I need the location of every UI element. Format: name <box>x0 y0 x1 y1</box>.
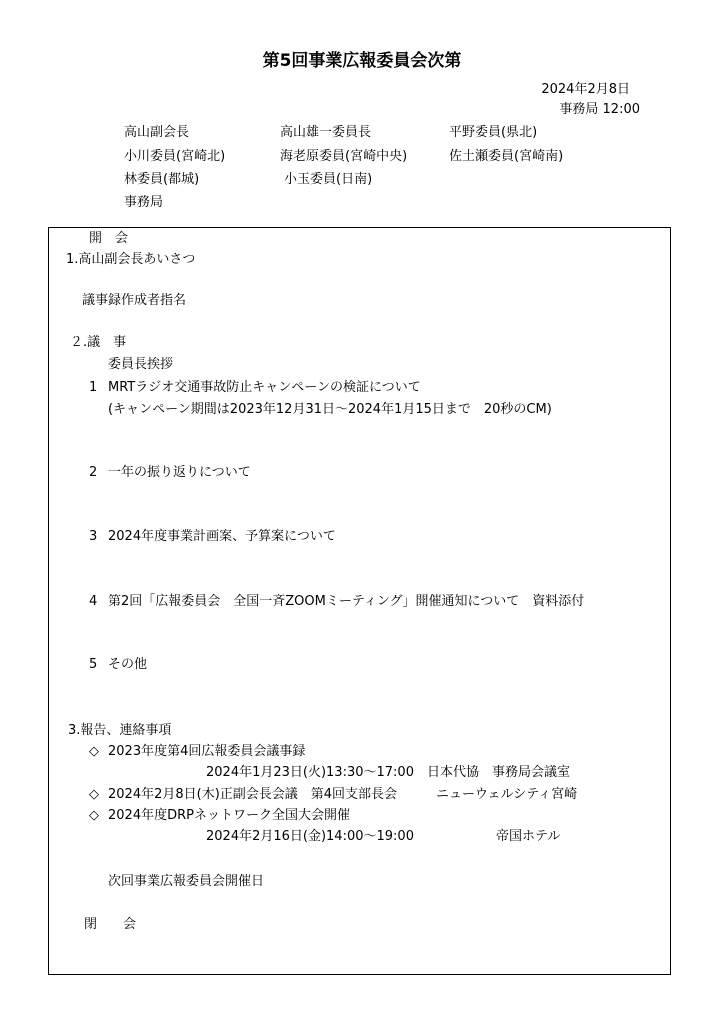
agenda-item-2: ２.議 事 <box>70 335 127 350</box>
attendee: 高山雄一委員長 <box>280 125 372 140</box>
topic-text: 2024年度事業計画案、予算案について <box>108 529 336 544</box>
topic-text: 一年の振り返りについて <box>108 465 251 480</box>
report-detail: 2024年2月16日(金)14:00～19:00 <box>206 829 414 844</box>
next-meeting: 次回事業広報委員会開催日 <box>108 874 265 889</box>
report-text: 2023年度第4回広報委員会議事録 <box>108 744 306 759</box>
attendee: 林委員(都城) <box>124 172 200 187</box>
topic-text: MRTラジオ交通事故防止キャンペーンの検証について <box>108 380 421 395</box>
document-date: 2024年2月8日 <box>541 82 630 97</box>
attendee: 平野委員(県北) <box>449 125 538 140</box>
topic-number: 4 <box>89 594 98 609</box>
attendee: 小川委員(宮崎北) <box>124 149 226 164</box>
topic-text: その他 <box>108 657 148 672</box>
office-time: 事務局 12:00 <box>559 102 640 117</box>
report-text: 2024年度DRPネットワーク全国大会開催 <box>108 808 350 823</box>
topic-number: 3 <box>89 529 98 544</box>
attendee: 海老原委員(宮崎中央) <box>280 149 408 164</box>
chair-greeting: 委員長挨拶 <box>108 357 174 372</box>
report-bullet: ◇ <box>89 744 99 759</box>
topic-number: 1 <box>89 380 98 395</box>
minutes-writer: 議事録作成者指名 <box>82 293 187 308</box>
page-title: 第5回事業広報委員会次第 <box>262 51 462 71</box>
attendee: 佐土瀬委員(宮崎南) <box>449 149 564 164</box>
agenda-open: 開 会 <box>89 231 129 246</box>
attendee: 事務局 <box>124 195 164 210</box>
report-venue: 帝国ホテル <box>496 829 561 844</box>
topic-note: (キャンペーン期間は2023年12月31日～2024年1月15日まで 20秒のCM) <box>108 402 552 417</box>
report-bullet: ◇ <box>89 787 99 802</box>
report-bullet: ◇ <box>89 808 99 823</box>
agenda-item-1: 1.高山副会長あいさつ <box>66 252 196 267</box>
attendee: 小玉委員(日南) <box>284 172 373 187</box>
topic-text: 第2回「広報委員会 全国一斉ZOOMミーティング」開催通知について 資料添付 <box>108 594 585 609</box>
topic-number: 5 <box>89 657 98 672</box>
topic-number: 2 <box>89 465 98 480</box>
report-text: 2024年2月8日(木)正副会長会議 第4回支部長会 ニューウェルシティ宮崎 <box>108 787 578 802</box>
agenda-close: 閉 会 <box>84 917 137 932</box>
report-detail: 2024年1月23日(火)13:30～17:00 日本代協 事務局会議室 <box>206 765 570 780</box>
agenda-item-3: 3.報告、連絡事項 <box>68 723 172 738</box>
attendee: 高山副会長 <box>124 125 190 140</box>
